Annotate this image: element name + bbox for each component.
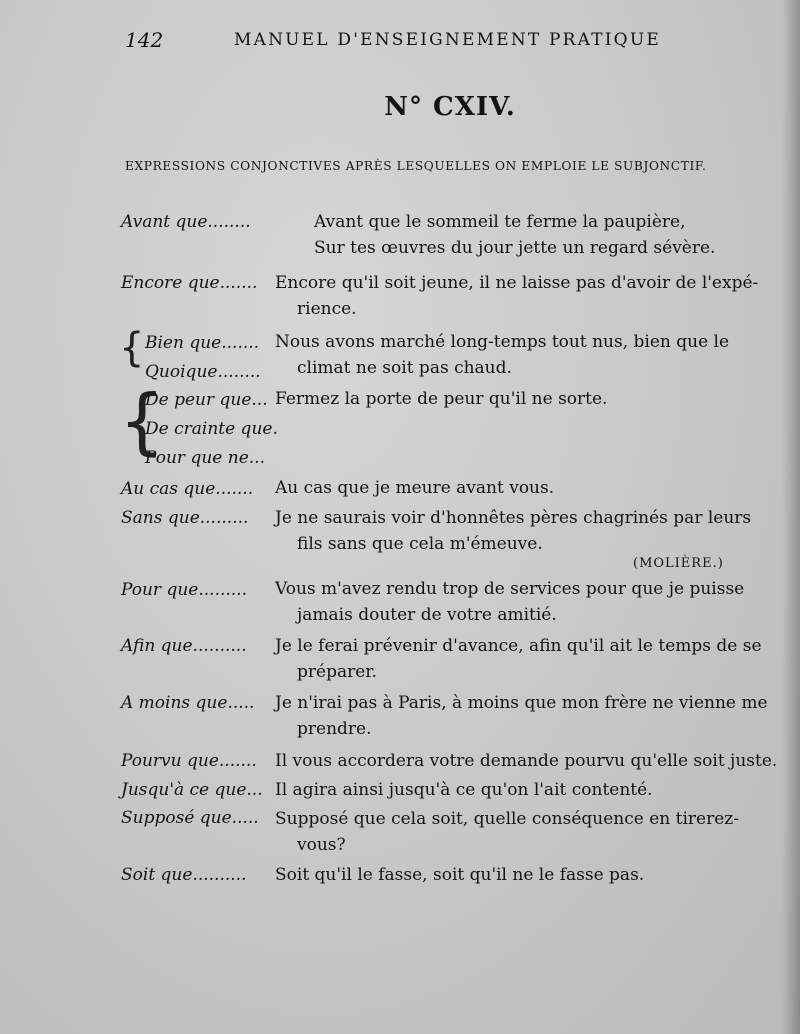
section-number: N° CXIV. (384, 92, 516, 122)
example-bien-que (275, 329, 759, 381)
section-heading: EXPRESSIONS CONJONCTIVES APRÈS LESQUELLES ON EMPLOIE LE SUBJONCTIF. (125, 159, 707, 173)
example-a-moins-que (275, 690, 768, 742)
example-de-peur-que (275, 386, 759, 412)
example-afin-que (275, 633, 762, 685)
example-sans-que (275, 505, 759, 557)
example-line: Soit qu'il le fasse, soit qu'il ne le fasse pas. (275, 865, 645, 885)
example-line: Avant que le sommeil te ferme la paupière, (314, 212, 686, 232)
example-encore-que (275, 270, 759, 322)
example-line: Je le ferai prévenir d'avance, afin qu'il ait le temps de se (275, 636, 762, 656)
example-jusqu-a-ce-que (275, 777, 759, 803)
example-line: Supposé que cela soit, quelle conséquence en tirerez- (275, 809, 739, 829)
term-pour-que-ne: Pour que ne... (145, 448, 265, 468)
term-sans-que: Sans que......... (121, 508, 249, 528)
example-line: Il vous accordera votre demande pourvu qu'elle soit juste. (275, 751, 778, 771)
running-head (0, 28, 800, 54)
example-line: fils sans que cela m'émeuve. (297, 534, 543, 554)
example-pour-que (275, 576, 759, 628)
term-suppose-que: Supposé que..... (121, 808, 259, 828)
running-title: MANUEL D'ENSEIGNEMENT PRATIQUE (234, 30, 661, 50)
example-avant-que (314, 209, 715, 261)
brace-bien-que: { (119, 325, 145, 371)
term-pourvu-que: Pourvu que....... (121, 751, 257, 771)
example-line: Nous avons marché long-temps tout nus, bien que le (275, 332, 730, 352)
brace-de-peur-que: { (119, 379, 165, 463)
term-bien-que: Bien que....... (145, 333, 260, 353)
example-line: vous? (297, 835, 346, 855)
example-line: Au cas que je meure avant vous. (275, 478, 555, 498)
term-quoique: Quoique........ (145, 362, 261, 382)
term-pour-que: Pour que......... (121, 580, 247, 600)
example-line: Je n'irai pas à Paris, à moins que mon frère ne vienne me (275, 693, 768, 713)
attribution-moliere: (MOLIÈRE.) (633, 556, 724, 571)
example-line: Encore qu'il soit jeune, il ne laisse pas d'avoir de l'expé- (275, 273, 759, 293)
term-soit-que: Soit que.......... (121, 865, 247, 885)
example-line: climat ne soit pas chaud. (297, 358, 512, 378)
page-number: 142 (125, 28, 164, 52)
term-jusqu-a-ce-que: Jusqu'à ce que... (121, 780, 263, 800)
term-avant-que: Avant que........ (121, 212, 251, 232)
example-line: Vous m'avez rendu trop de services pour que je puisse (275, 579, 745, 599)
example-line: Je ne saurais voir d'honnêtes pères chagrinés par leurs (275, 508, 752, 528)
example-pourvu-que (275, 748, 778, 774)
example-line: rience. (297, 299, 357, 319)
term-de-crainte-que: De crainte que. (145, 419, 278, 439)
term-de-peur-que: De peur que... (145, 390, 268, 410)
example-soit-que (275, 862, 759, 888)
term-au-cas-que: Au cas que....... (121, 479, 254, 499)
example-line: Il agira ainsi jusqu'à ce qu'on l'ait contenté. (275, 780, 653, 800)
term-a-moins-que: A moins que..... (121, 693, 255, 713)
term-encore-que: Encore que....... (121, 273, 258, 293)
term-afin-que: Afin que.......... (121, 636, 247, 656)
example-line: prendre. (297, 719, 372, 739)
example-au-cas-que (275, 475, 759, 501)
example-suppose-que (275, 806, 759, 858)
page-edge-shadow (782, 0, 800, 1034)
example-line: jamais douter de votre amitié. (297, 605, 557, 625)
example-line: Fermez la porte de peur qu'il ne sorte. (275, 389, 608, 409)
example-line: préparer. (297, 662, 377, 682)
example-line: Sur tes œuvres du jour jette un regard sévère. (314, 238, 716, 258)
